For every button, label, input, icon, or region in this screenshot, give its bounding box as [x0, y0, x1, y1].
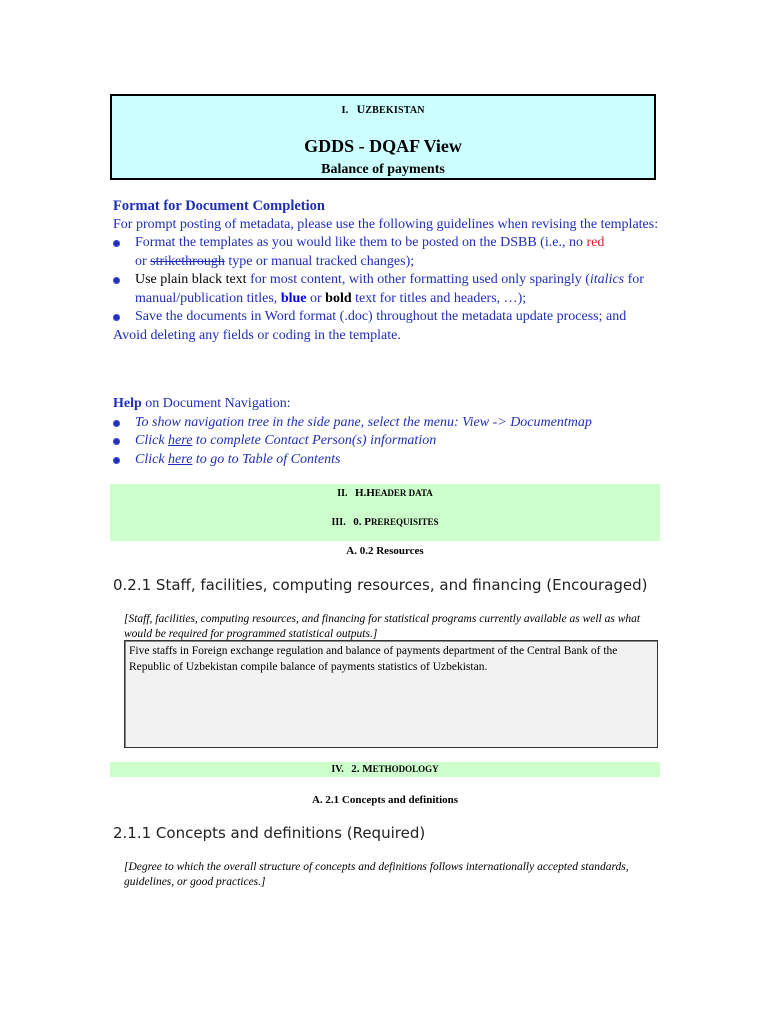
bold-example: bold	[325, 290, 352, 306]
guideline-item: Save the documents in Word format (.doc) throughout the metadata update process; and	[113, 308, 673, 327]
format-heading: Format for Document Completion	[113, 198, 325, 214]
section-0-2-1-heading: 0.2.1 Staff, facilities, computing resources, and financing (Encouraged)	[113, 576, 648, 594]
section-number: I.	[341, 104, 349, 116]
strikethrough-example: strikethrough	[150, 253, 225, 269]
section-2-1-1-heading: 2.1.1 Concepts and definitions (Required)	[113, 824, 426, 842]
table-of-contents-link[interactable]: here	[168, 451, 193, 467]
prerequisites-heading: III. 0. PREREQUISITES	[331, 516, 439, 528]
header-data-heading: II. H.HEADER DATA	[337, 487, 433, 499]
bullet-icon	[113, 240, 120, 247]
help-navigation	[113, 395, 673, 469]
country-section-heading	[112, 102, 654, 117]
help-heading: Help on Document Navigation:	[113, 396, 291, 411]
contact-person-link[interactable]: here	[168, 433, 193, 448]
blue-example: blue	[280, 290, 307, 306]
format-intro: For prompt posting of metadata, please use the following guidelines when revising the templates:	[113, 216, 659, 232]
header-data-bar	[110, 484, 660, 541]
help-item: Click here to go to Table of Contents	[113, 451, 673, 470]
format-instructions	[113, 197, 673, 345]
plain-black-example: Use plain black text	[135, 272, 251, 287]
section-first-letter: U	[356, 102, 366, 116]
section-0-2-1-hint: [Staff, facilities, computing resources, and financing for statistical programs currently available as well as what would be required for programmed statistical outputs.]	[124, 613, 641, 640]
format-guidelines-list	[113, 234, 673, 327]
resources-subheading: A. 0.2 Resources	[346, 545, 424, 557]
methodology-heading: IV. 2. METHODOLOGY	[331, 763, 439, 775]
bullet-icon	[113, 438, 120, 445]
bullet-icon	[113, 420, 120, 427]
red-example: red	[586, 235, 605, 250]
bullet-icon	[113, 457, 120, 464]
help-item: Click here to complete Contact Person(s) information	[113, 432, 673, 451]
section-0-2-1-answer-field[interactable]: Five staffs in Foreign exchange regulation and balance of payments department of the Central Bank of the Republic of Uzbekistan compile balance of payments statistics of Uzbekistan.	[124, 640, 658, 748]
guideline-item: Use plain black text for most content, with other formatting used only sparingly (italics for manual/publication titles, blue or bold text for titles and headers, …);	[113, 271, 673, 308]
document-title: GDDS - DQAF View	[304, 136, 462, 156]
help-list	[113, 414, 673, 470]
format-outro: Avoid deleting any fields or coding in the template.	[113, 327, 401, 343]
document-subtitle: Balance of payments	[321, 162, 445, 177]
italics-example: italics	[589, 272, 625, 287]
section-name-rest: ZBEKISTAN	[365, 105, 425, 116]
methodology-bar	[110, 762, 660, 777]
bullet-icon	[113, 314, 120, 321]
title-box	[110, 94, 656, 180]
bullet-icon	[113, 277, 120, 284]
concepts-subheading: A. 2.1 Concepts and definitions	[311, 794, 459, 806]
guideline-item: Format the templates as you would like them to be posted on the DSBB (i.e., no red or strikethrough type or manual tracked changes);	[113, 234, 673, 271]
help-item: To show navigation tree in the side pane, select the menu: View -> Documentmap	[113, 414, 673, 433]
section-2-1-1-hint: [Degree to which the overall structure of concepts and definitions follows internationally accepted standards, guidelines, or good practices.]	[124, 861, 629, 888]
